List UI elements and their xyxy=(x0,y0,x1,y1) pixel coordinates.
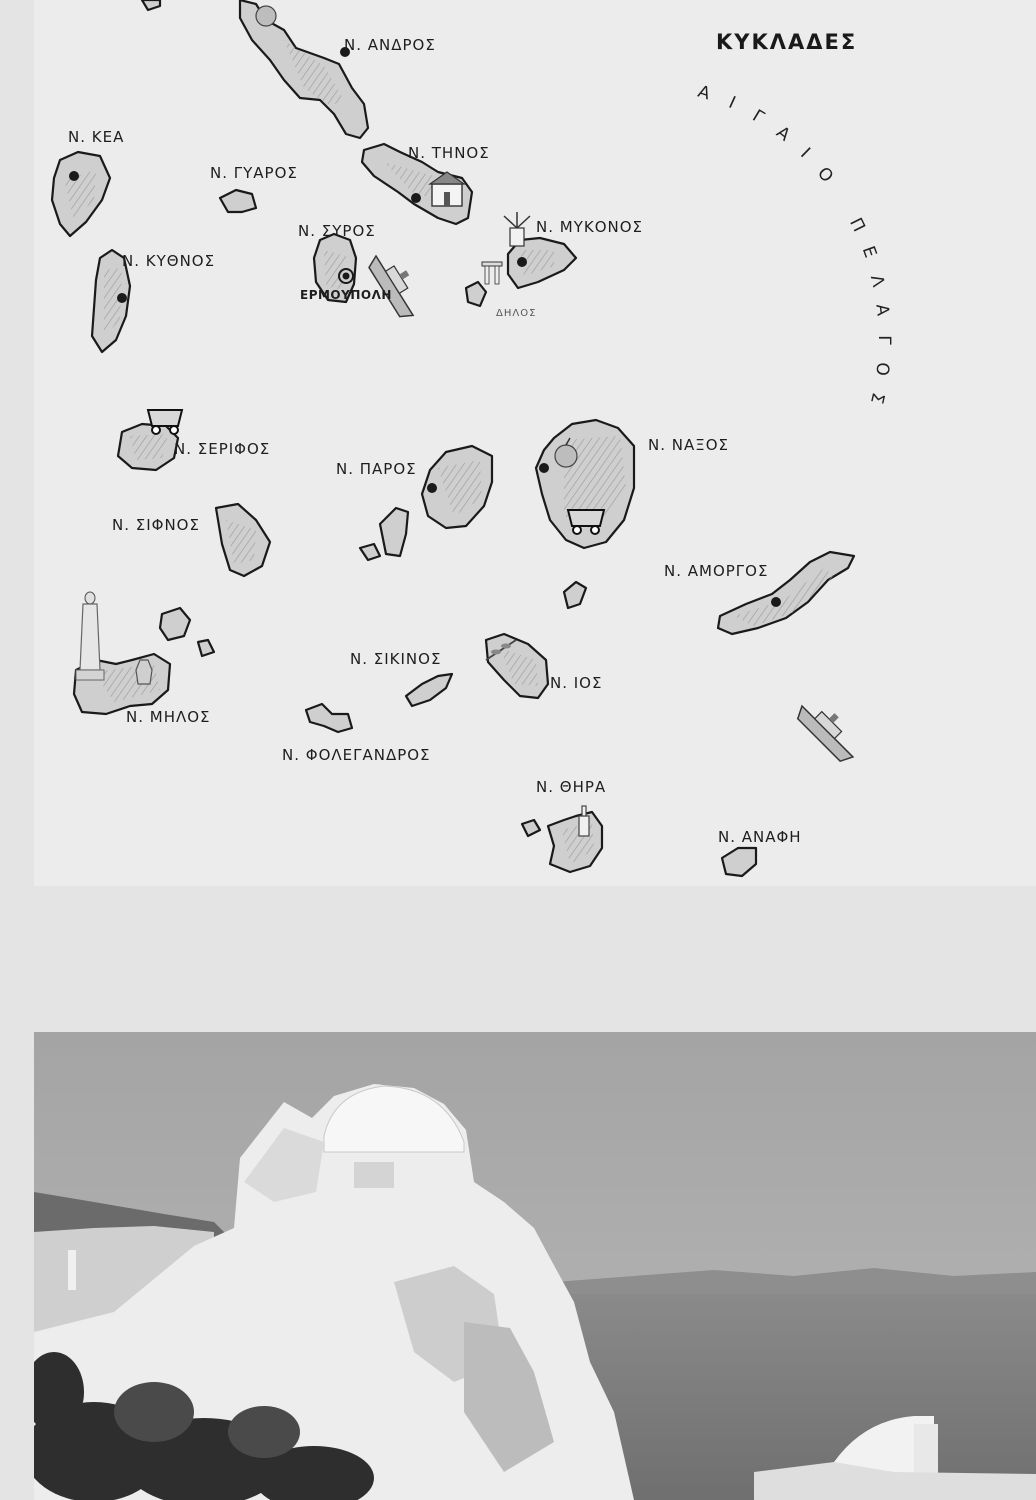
label-ermoupoli: ΕΡΜΟΥΠΟΛΗ xyxy=(300,288,392,302)
label-kea: Ν. ΚΕΑ xyxy=(68,128,125,146)
wine-bottle-icon xyxy=(579,806,589,836)
sea-label-char: Γ xyxy=(873,334,894,345)
label-anafi: Ν. ΑΝΑΦΗ xyxy=(718,828,802,846)
label-delos: ΔΗΛΟΣ xyxy=(496,308,537,319)
label-tinos: Ν. ΤΗΝΟΣ xyxy=(408,144,490,162)
label-andros: Ν. ΑΝΔΡΟΣ xyxy=(344,36,436,54)
town-marker-paros xyxy=(427,483,437,493)
label-serifos: Ν. ΣΕΡΙΦΟΣ xyxy=(174,440,271,458)
label-gyaros: Ν. ΓΥΑΡΟΣ xyxy=(210,164,298,182)
sea-label-char: Α xyxy=(871,303,893,317)
label-amorgos: Ν. ΑΜΟΡΓΟΣ xyxy=(664,562,769,580)
label-naxos: Ν. ΝΑΞΟΣ xyxy=(648,436,730,454)
map-panel xyxy=(34,0,1036,886)
island-gyaros xyxy=(220,190,256,212)
island-andros-north xyxy=(142,0,160,10)
island-thirasia xyxy=(522,820,540,836)
sea-label-char: Λ xyxy=(866,272,889,289)
island-folegandros xyxy=(306,704,352,732)
island-polyaigos xyxy=(198,640,214,656)
town-marker-amorgos xyxy=(771,597,781,607)
label-mykonos: Ν. ΜΥΚΟΝΟΣ xyxy=(536,218,644,236)
ship-icon xyxy=(366,246,429,321)
town-marker-kea xyxy=(69,171,79,181)
island-delos xyxy=(466,282,486,306)
sea-label-char: Ο xyxy=(813,163,838,187)
sea-label-char: Ο xyxy=(871,361,894,378)
label-paros: Ν. ΠΑΡΟΣ xyxy=(336,460,417,478)
town-marker-mykonos xyxy=(517,257,527,267)
island-small-islet xyxy=(564,582,586,608)
label-kythnos: Ν. ΚΥΘΝΟΣ xyxy=(122,252,216,270)
label-ios: Ν. ΙΟΣ xyxy=(550,674,603,692)
sea-label-char: Α xyxy=(771,122,794,146)
island-anafi xyxy=(722,848,756,876)
amphora-icon xyxy=(136,660,152,684)
island-despotiko xyxy=(360,544,380,560)
label-syros: Ν. ΣΥΡΟΣ xyxy=(298,222,376,240)
label-milos: Ν. ΜΗΛΟΣ xyxy=(126,708,211,726)
label-folegandros: Ν. ΦΟΛΕΓΑΝΔΡΟΣ xyxy=(282,746,431,764)
town-marker-tinos xyxy=(411,193,421,203)
photo-illustration xyxy=(34,1032,1036,1500)
island-sikinos xyxy=(406,674,452,706)
statue-icon xyxy=(76,592,104,680)
sea-label-char: Σ xyxy=(866,390,889,406)
ship-icon xyxy=(794,693,866,765)
sea-label-char: Ι xyxy=(796,144,814,163)
sea-label-char: Ι xyxy=(725,93,739,114)
fruit-icon xyxy=(256,6,276,26)
label-sifnos: Ν. ΣΙΦΝΟΣ xyxy=(112,516,200,534)
town-marker-naxos xyxy=(539,463,549,473)
island-kimolos xyxy=(160,608,190,640)
island-antiparos xyxy=(380,508,408,556)
map-title: ΚΥΚΛΑΔΕΣ xyxy=(716,30,858,54)
church-photo xyxy=(34,1032,1036,1500)
sea-label-char: Π xyxy=(845,214,870,236)
sea-label-char: Α xyxy=(695,81,713,105)
ancient-column-icon xyxy=(482,262,502,284)
label-sikinos: Ν. ΣΙΚΙΝΟΣ xyxy=(350,650,442,668)
town-marker-kythnos xyxy=(117,293,127,303)
sea-label-char: Ε xyxy=(857,243,881,261)
sea-label-char: Γ xyxy=(748,106,768,129)
label-thira: Ν. ΘΗΡΑ xyxy=(536,778,607,796)
